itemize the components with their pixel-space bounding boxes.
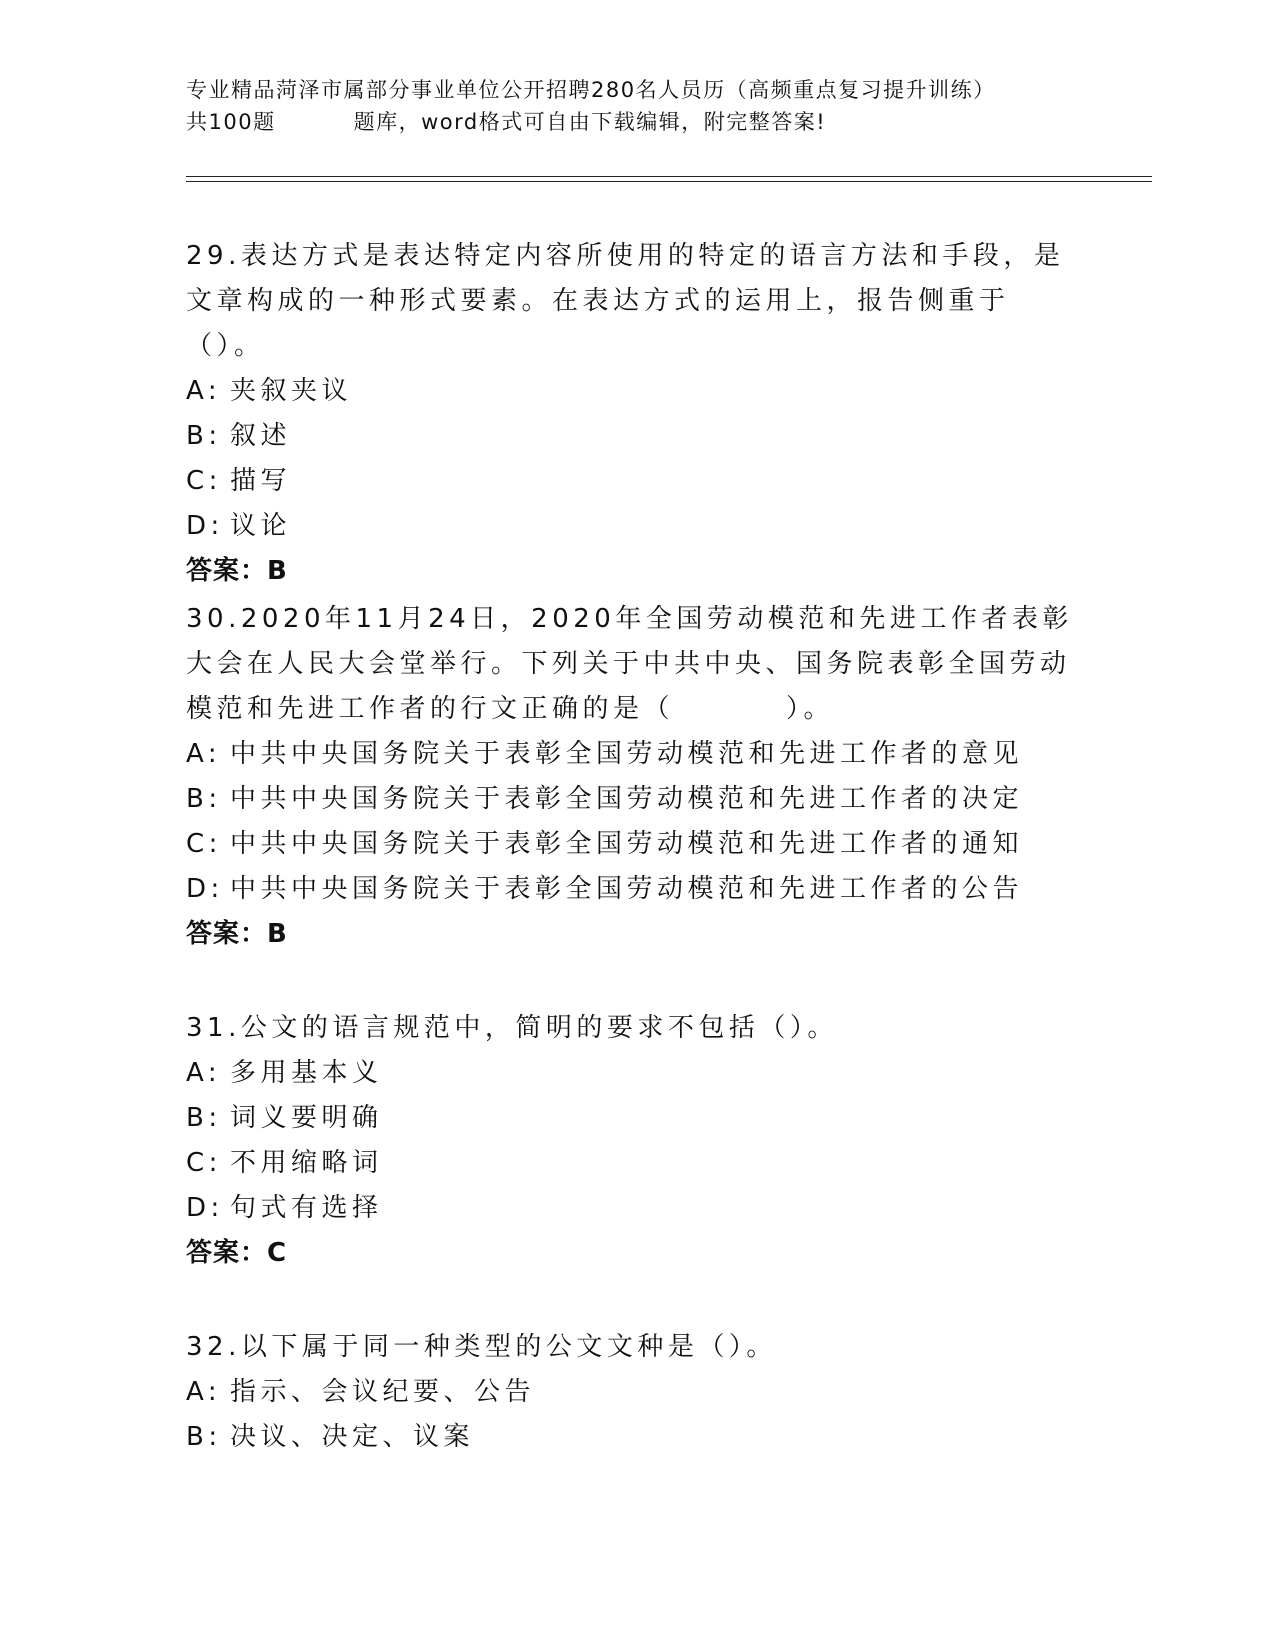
answer: 答案：C bbox=[186, 1238, 288, 1268]
question-stem-text: 30.2020年11月24日，2020年全国劳动模范和先进工作者表彰大会在人民大会堂举行。下列关于中共中央、国务院表彰全国劳动模范和先进工作者的行文正确的是（ bbox=[186, 604, 1073, 724]
option-c bbox=[186, 822, 1086, 867]
option-label: B: bbox=[186, 421, 222, 451]
option-c bbox=[186, 1141, 1086, 1186]
answer: 答案：B bbox=[186, 556, 288, 586]
option-label: D: bbox=[186, 511, 224, 541]
option-d bbox=[186, 504, 1086, 549]
option-a bbox=[186, 1051, 1086, 1096]
option-b bbox=[186, 414, 1086, 459]
question-32 bbox=[186, 1325, 1086, 1460]
option-text: 词义要明确 bbox=[230, 1103, 383, 1133]
option-text: 中共中央国务院关于表彰全国劳动模范和先进工作者的公告 bbox=[230, 874, 1024, 904]
option-text: 决议、决定、议案 bbox=[230, 1422, 475, 1452]
option-d bbox=[186, 867, 1086, 912]
question-stem bbox=[186, 597, 1086, 732]
option-a bbox=[186, 732, 1086, 777]
option-label: A: bbox=[186, 376, 222, 406]
option-text: 夹叙夹议 bbox=[230, 376, 353, 406]
option-text: 不用缩略词 bbox=[230, 1148, 383, 1178]
option-a bbox=[186, 1370, 1086, 1415]
question-stem: 31.公文的语言规范中，简明的要求不包括（）。 bbox=[186, 1013, 838, 1043]
option-a bbox=[186, 369, 1086, 414]
option-text: 中共中央国务院关于表彰全国劳动模范和先进工作者的意见 bbox=[230, 739, 1024, 769]
option-text: 指示、会议纪要、公告 bbox=[230, 1377, 536, 1407]
option-label: C: bbox=[186, 466, 222, 496]
option-b bbox=[186, 1415, 1086, 1460]
question-stem: 29.表达方式是表达特定内容所使用的特定的语言方法和手段，是文章构成的一种形式要素。在表达方式的运用上，报告侧重于（）。 bbox=[186, 241, 1065, 361]
option-text: 描写 bbox=[230, 466, 292, 496]
option-label: A: bbox=[186, 1377, 222, 1407]
question-stem-end: ）。 bbox=[786, 694, 835, 724]
option-label: C: bbox=[186, 829, 222, 859]
option-label: B: bbox=[186, 1422, 222, 1452]
answer: 答案：B bbox=[186, 919, 288, 949]
option-c bbox=[186, 459, 1086, 504]
header-divider-bottom bbox=[186, 181, 1152, 182]
option-label: B: bbox=[186, 1103, 222, 1133]
option-b bbox=[186, 777, 1086, 822]
option-text: 中共中央国务院关于表彰全国劳动模范和先进工作者的决定 bbox=[230, 784, 1024, 814]
option-text: 叙述 bbox=[230, 421, 292, 451]
option-label: C: bbox=[186, 1148, 222, 1178]
header-question-count: 共100题 bbox=[186, 110, 276, 134]
option-text: 多用基本义 bbox=[230, 1058, 383, 1088]
option-d bbox=[186, 1186, 1086, 1231]
header-divider-top bbox=[186, 176, 1152, 177]
header-subtitle-line bbox=[186, 106, 1116, 138]
option-label: A: bbox=[186, 739, 222, 769]
document-header bbox=[186, 74, 1116, 138]
option-text: 句式有选择 bbox=[230, 1193, 383, 1223]
question-29 bbox=[186, 234, 1086, 594]
option-label: B: bbox=[186, 784, 222, 814]
option-label: D: bbox=[186, 874, 224, 904]
option-text: 中共中央国务院关于表彰全国劳动模范和先进工作者的通知 bbox=[230, 829, 1024, 859]
question-30 bbox=[186, 597, 1086, 957]
option-text: 议论 bbox=[230, 511, 292, 541]
option-b bbox=[186, 1096, 1086, 1141]
option-label: A: bbox=[186, 1058, 222, 1088]
header-description: 题库，word格式可自由下载编辑，附完整答案! bbox=[353, 110, 827, 134]
option-label: D: bbox=[186, 1193, 224, 1223]
question-stem: 32.以下属于同一种类型的公文文种是（）。 bbox=[186, 1332, 777, 1362]
question-31 bbox=[186, 1006, 1086, 1276]
header-title-line: 专业精品菏泽市属部分事业单位公开招聘280名人员历（高频重点复习提升训练） bbox=[186, 78, 996, 102]
